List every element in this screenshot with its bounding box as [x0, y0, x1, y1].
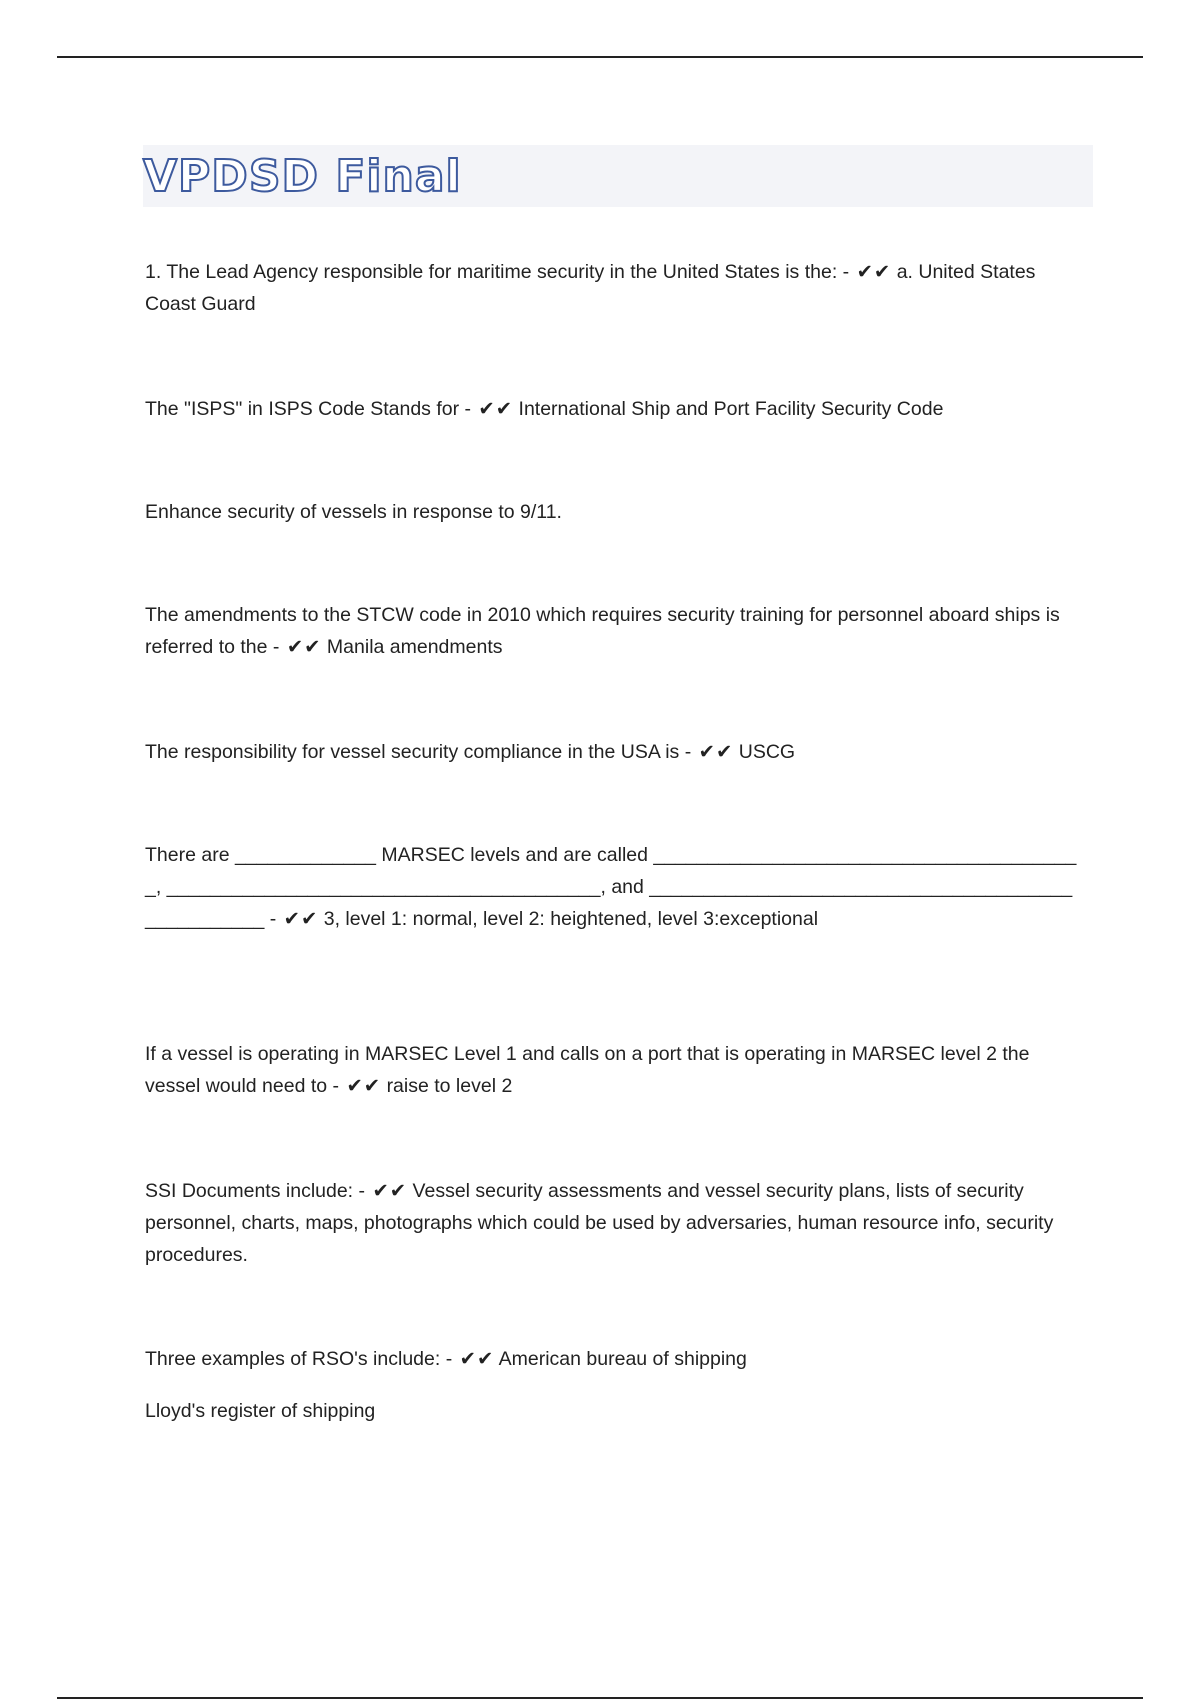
answer-check-icon: - ✔✔	[684, 741, 734, 763]
answer-text: raise to level 2	[386, 1075, 513, 1097]
standalone-line-enhance: Enhance security of vessels in response to 9/11.	[145, 501, 562, 523]
answer-text: 3, level 1: normal, level 2: heightened, level 3:exceptional	[323, 908, 819, 930]
question-text: Three examples of RSO's include:	[145, 1348, 441, 1370]
qa-item-7	[145, 1175, 1080, 1271]
question-text: The responsibility for vessel security compliance in the USA is	[145, 741, 680, 763]
question-text: There are _____________ MARSEC levels and are called ________________________________________, ________________________________________, and __________________________________________________	[145, 844, 1077, 930]
question-text: The "ISPS" in ISPS Code Stands for	[145, 398, 460, 420]
answer-check-icon: - ✔✔	[358, 1180, 408, 1202]
header-rule	[57, 56, 1143, 58]
answer-check-icon: - ✔✔	[445, 1348, 495, 1370]
question-text: If a vessel is operating in MARSEC Level 1 and calls on a port that is operating in MARSEC level 2 the vessel would need to	[145, 1043, 1030, 1097]
qa-item-2	[145, 393, 1080, 425]
footer-rule	[57, 1697, 1143, 1699]
answer-text: Manila amendments	[326, 636, 503, 658]
answer-check-icon: - ✔✔	[842, 261, 892, 283]
standalone-line-lloyds: Lloyd's register of shipping	[145, 1400, 376, 1422]
qa-item-5	[145, 839, 1080, 935]
question-text: 1. The Lead Agency responsible for maritime security in the United States is the:	[145, 261, 838, 283]
answer-text: a. United States Coast Guard	[145, 261, 1036, 315]
qa-item-6	[145, 1038, 1080, 1102]
qa-item-8	[145, 1343, 1080, 1375]
answer-text: USCG	[738, 741, 796, 763]
question-text: SSI Documents include:	[145, 1180, 354, 1202]
answer-check-icon: - ✔✔	[272, 636, 322, 658]
answer-check-icon: - ✔✔	[464, 398, 514, 420]
title-banner	[143, 145, 1093, 207]
qa-item-1	[145, 256, 1080, 320]
answer-text: International Ship and Port Facility Security Code	[518, 398, 944, 420]
document-title: VPDSD Final	[143, 151, 462, 202]
answer-text: American bureau of shipping	[498, 1348, 747, 1370]
question-text: The amendments to the STCW code in 2010 which requires security training for personnel aboard ships is referred to the	[145, 604, 1060, 658]
qa-item-3	[145, 599, 1080, 663]
answer-text: Vessel security assessments and vessel security plans, lists of security personnel, charts, maps, photographs which could be used by adversaries, human resource info, security procedures.	[145, 1180, 1054, 1266]
qa-item-4	[145, 736, 1080, 768]
answer-check-icon: - ✔✔	[269, 908, 319, 930]
answer-check-icon: - ✔✔	[332, 1075, 382, 1097]
